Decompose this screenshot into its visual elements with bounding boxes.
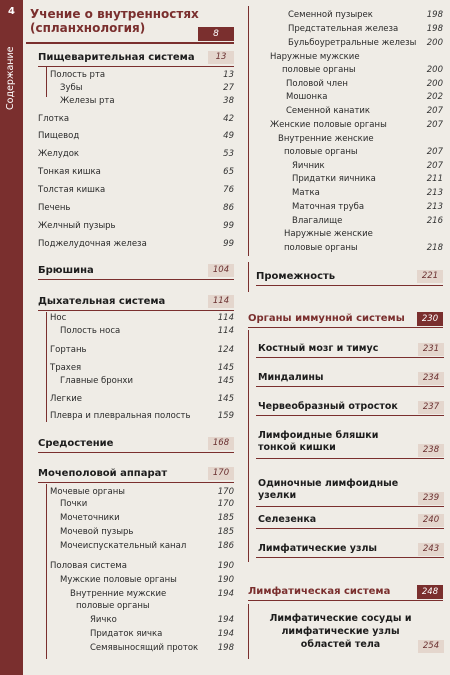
toc-item[interactable] [70, 589, 234, 599]
toc-item-page: 207 [426, 106, 443, 116]
toc-item-label: Семенной канатик [286, 106, 371, 116]
toc-item-label: Мочеточники [60, 513, 120, 523]
toc-item-page: 38 [223, 96, 234, 106]
subsection-title[interactable]: Миндалины [258, 372, 324, 383]
toc-item[interactable] [38, 114, 234, 124]
toc-item-page: 49 [223, 131, 234, 141]
subsection-rule [256, 557, 444, 558]
toc-item[interactable] [60, 527, 234, 537]
toc-item-page: 27 [223, 83, 234, 93]
toc-item-label: Главные бронхи [60, 376, 133, 386]
main-title-page: 8 [198, 27, 234, 41]
toc-item-label: Семявыносящий проток [90, 643, 199, 653]
toc-item-label: Внутренние женские [278, 134, 374, 144]
toc-item-page: 42 [223, 114, 234, 124]
section-page: 170 [208, 467, 234, 480]
toc-item-label: Гортань [50, 345, 87, 355]
subsection-page: 231 [418, 343, 444, 356]
toc-item[interactable] [288, 10, 443, 20]
toc-item-label: Мужские половые органы [60, 575, 177, 585]
side-label: Содержание [5, 46, 16, 110]
toc-item[interactable] [50, 70, 234, 80]
toc-item-page: 218 [426, 243, 443, 253]
toc-item-label: Бульбоуретральные железы [288, 38, 417, 48]
toc-item[interactable] [50, 561, 234, 571]
subsection-page: 254 [418, 640, 444, 653]
toc-item-label: Семенной пузырек [288, 10, 373, 20]
toc-item[interactable] [60, 541, 234, 551]
toc-item-label: Легкие [50, 394, 82, 404]
toc-item-page: 213 [426, 188, 443, 198]
toc-item-label: Желудок [38, 149, 80, 159]
section-page: 13 [208, 51, 234, 64]
toc-item[interactable] [60, 499, 234, 509]
toc-item-label: Глотка [38, 114, 70, 124]
toc-item[interactable] [60, 575, 234, 585]
section-title[interactable]: Средостение [38, 438, 114, 449]
toc-item-page: 145 [217, 363, 234, 373]
toc-item[interactable] [284, 229, 443, 239]
toc-item-label: Полость рта [50, 70, 106, 80]
subsection-rule [256, 528, 444, 529]
section-page: 230 [417, 312, 443, 326]
subsection-title[interactable]: Лимфоидные бляшки тонкой кишки [258, 430, 379, 453]
toc-item-page: 200 [426, 79, 443, 89]
page-number: 4 [8, 6, 15, 17]
section-rule [38, 482, 234, 483]
subsection-rule [256, 386, 444, 387]
toc-item-page: 216 [426, 216, 443, 226]
toc-item[interactable] [50, 394, 234, 404]
toc-item-page: 198 [217, 643, 234, 653]
section-rule [38, 452, 234, 453]
toc-item-page: 53 [223, 149, 234, 159]
main-title[interactable]: Учение о внутренностях (спланхнология) [30, 7, 199, 35]
toc-item-label: Почки [60, 499, 88, 509]
section-rule [38, 310, 234, 311]
toc-item[interactable] [38, 203, 234, 213]
toc-item-label: Маточная труба [292, 202, 365, 212]
toc-item-label: половые органы [284, 147, 358, 157]
toc-item[interactable] [284, 243, 443, 253]
toc-item-page: 145 [217, 376, 234, 386]
toc-item-label: Яичко [90, 615, 117, 625]
section-page: 221 [417, 270, 443, 283]
toc-item[interactable] [38, 239, 234, 249]
toc-item[interactable] [60, 96, 234, 106]
toc-item-page: 124 [217, 345, 234, 355]
toc-item-page: 114 [217, 326, 234, 336]
toc-item-label: Мочевые органы [50, 487, 125, 497]
toc-item[interactable] [286, 79, 443, 89]
section-page: 168 [208, 437, 234, 450]
toc-item-label: Желчный пузырь [38, 221, 116, 231]
section-rule [38, 66, 234, 67]
toc-item[interactable] [282, 65, 443, 75]
toc-item[interactable] [292, 216, 443, 226]
toc-item-page: 170 [217, 499, 234, 509]
toc-item[interactable] [76, 601, 234, 611]
toc-item[interactable] [286, 106, 443, 116]
section-title[interactable]: Органы иммунной системы [248, 313, 405, 324]
toc-item-label: Железы рта [60, 96, 115, 106]
toc-item[interactable] [38, 221, 234, 231]
subsection-page: 238 [418, 444, 444, 457]
toc-item[interactable] [286, 92, 443, 102]
toc-item-label: половые органы [76, 601, 150, 611]
subsection-page: 243 [418, 543, 444, 556]
main-title-block [26, 6, 234, 40]
section-vline [248, 262, 249, 292]
toc-item-label: Мочевой пузырь [60, 527, 134, 537]
toc-item-page: 159 [217, 411, 234, 421]
section-rule [248, 600, 443, 601]
toc-item-page: 194 [217, 615, 234, 625]
section-title[interactable]: Промежность [256, 271, 336, 282]
toc-item-page: 207 [426, 120, 443, 130]
section-page: 114 [208, 295, 234, 308]
toc-item-page: 185 [217, 527, 234, 537]
toc-item-label: Толстая кишка [38, 185, 106, 195]
toc-item-label: Поджелудочная железа [38, 239, 147, 249]
toc-item-page: 200 [426, 65, 443, 75]
toc-item-label: Мошонка [286, 92, 328, 102]
toc-item-label: Придаток яичка [90, 629, 163, 639]
subsection-page: 234 [418, 372, 444, 385]
toc-item-label: Трахея [50, 363, 82, 373]
toc-item[interactable] [270, 120, 443, 130]
toc-item[interactable] [38, 185, 234, 195]
toc-item[interactable] [292, 202, 443, 212]
toc-item-page: 65 [223, 167, 234, 177]
toc-item-page: 194 [217, 589, 234, 599]
toc-item[interactable] [288, 38, 443, 48]
toc-item[interactable] [270, 52, 443, 62]
subsection-title[interactable]: Одиночные лимфоидные узелки [258, 478, 399, 501]
toc-item[interactable] [90, 643, 234, 653]
subsection-rule [256, 415, 444, 416]
toc-item[interactable] [292, 188, 443, 198]
section-vline [46, 484, 47, 659]
toc-item-label: Полость носа [60, 326, 121, 336]
toc-item-label: Мочеиспускательный канал [60, 541, 187, 551]
section-vline [46, 312, 47, 422]
toc-item-page: 76 [223, 185, 234, 195]
toc-item-label: Матка [292, 188, 320, 198]
subsection-title[interactable]: Селезенка [258, 514, 317, 525]
section-vline [248, 330, 249, 562]
subsection-page: 239 [418, 492, 444, 505]
toc-item-label: Наружные мужские [270, 52, 360, 62]
toc-item-page: 170 [217, 487, 234, 497]
toc-item-label: Половой член [286, 79, 348, 89]
toc-item-label: Половая система [50, 561, 127, 571]
toc-item-page: 198 [426, 24, 443, 34]
toc-item-label: Тонкая кишка [38, 167, 101, 177]
toc-item-page: 185 [217, 513, 234, 523]
section-page: 104 [208, 264, 234, 277]
toc-item[interactable] [278, 134, 443, 144]
toc-item-label: Зубы [60, 83, 83, 93]
toc-item-page: 207 [426, 161, 443, 171]
section-rule [256, 285, 443, 286]
toc-item-page: 194 [217, 629, 234, 639]
toc-item-page: 213 [426, 202, 443, 212]
toc-item-page: 190 [217, 575, 234, 585]
toc-item[interactable] [60, 376, 234, 386]
section-rule [248, 327, 443, 328]
section-rule [38, 279, 234, 280]
toc-item-label: Яичник [292, 161, 325, 171]
toc-item[interactable] [38, 167, 234, 177]
toc-item-page: 99 [223, 239, 234, 249]
toc-item-page: 190 [217, 561, 234, 571]
toc-item-page: 198 [426, 10, 443, 20]
toc-item[interactable] [60, 326, 234, 336]
toc-item-page: 99 [223, 221, 234, 231]
toc-item[interactable] [38, 149, 234, 159]
toc-item[interactable] [90, 615, 234, 625]
toc-item-page: 86 [223, 203, 234, 213]
toc-item[interactable] [50, 363, 234, 373]
toc-item-label: Влагалище [292, 216, 343, 226]
toc-item[interactable] [292, 174, 443, 184]
section-title[interactable]: Брюшина [38, 265, 94, 276]
toc-item-label: половые органы [282, 65, 356, 75]
toc-item-page: 200 [426, 38, 443, 48]
section-title[interactable]: Мочеполовой аппарат [38, 468, 168, 479]
section-title[interactable]: Лимфатическая система [248, 586, 391, 597]
section-vline [46, 67, 47, 97]
toc-item-page: 145 [217, 394, 234, 404]
toc-item[interactable] [50, 411, 234, 421]
subsection-rule [256, 357, 444, 358]
toc-item-page: 207 [426, 147, 443, 157]
section-page: 248 [417, 585, 443, 599]
toc-item[interactable] [60, 83, 234, 93]
section-title[interactable]: Дыхательная система [38, 296, 166, 307]
toc-item[interactable] [38, 131, 234, 141]
toc-item-page: 13 [223, 70, 234, 80]
section-vline [248, 6, 249, 256]
section-vline [248, 604, 249, 659]
side-tab [0, 0, 23, 675]
subsection-rule [256, 506, 444, 507]
toc-item-page: 114 [217, 313, 234, 323]
subsection-page: 237 [418, 401, 444, 414]
subsection-rule [256, 458, 444, 459]
toc-item-label: Печень [38, 203, 71, 213]
toc-item-page: 211 [426, 174, 443, 184]
toc-item-label: половые органы [284, 243, 358, 253]
toc-item-page: 202 [426, 92, 443, 102]
main-title-rule [26, 42, 234, 44]
toc-item[interactable] [90, 629, 234, 639]
toc-item[interactable] [60, 513, 234, 523]
toc-item[interactable] [292, 161, 443, 171]
subsection-page: 240 [418, 514, 444, 527]
toc-item[interactable] [284, 147, 443, 157]
toc-item[interactable] [50, 345, 234, 355]
toc-item[interactable] [50, 313, 234, 323]
toc-item-label: Придатки яичника [292, 174, 376, 184]
toc-item-label: Наружные женские [284, 229, 373, 239]
toc-item-label: Внутренние мужские [70, 589, 167, 599]
toc-item-label: Женские половые органы [270, 120, 387, 130]
toc-item-page: 186 [217, 541, 234, 551]
subsection-title[interactable]: Костный мозг и тимус [258, 343, 379, 354]
section-title[interactable]: Пищеварительная система [38, 52, 195, 63]
toc-item-label: Нос [50, 313, 67, 323]
toc-item-label: Предстательная железа [288, 24, 399, 34]
subsection-title[interactable]: Лимфатические узлы [258, 543, 378, 554]
toc-item-label: Пищевод [38, 131, 80, 141]
subsection-title[interactable]: Червеобразный отросток [258, 401, 398, 412]
toc-item[interactable] [50, 487, 234, 497]
toc-item[interactable] [288, 24, 443, 34]
toc-item-label: Плевра и плевральная полость [50, 411, 191, 421]
subsection-title[interactable]: Лимфатические сосуды и лимфатические узлы областей тела [269, 613, 412, 650]
